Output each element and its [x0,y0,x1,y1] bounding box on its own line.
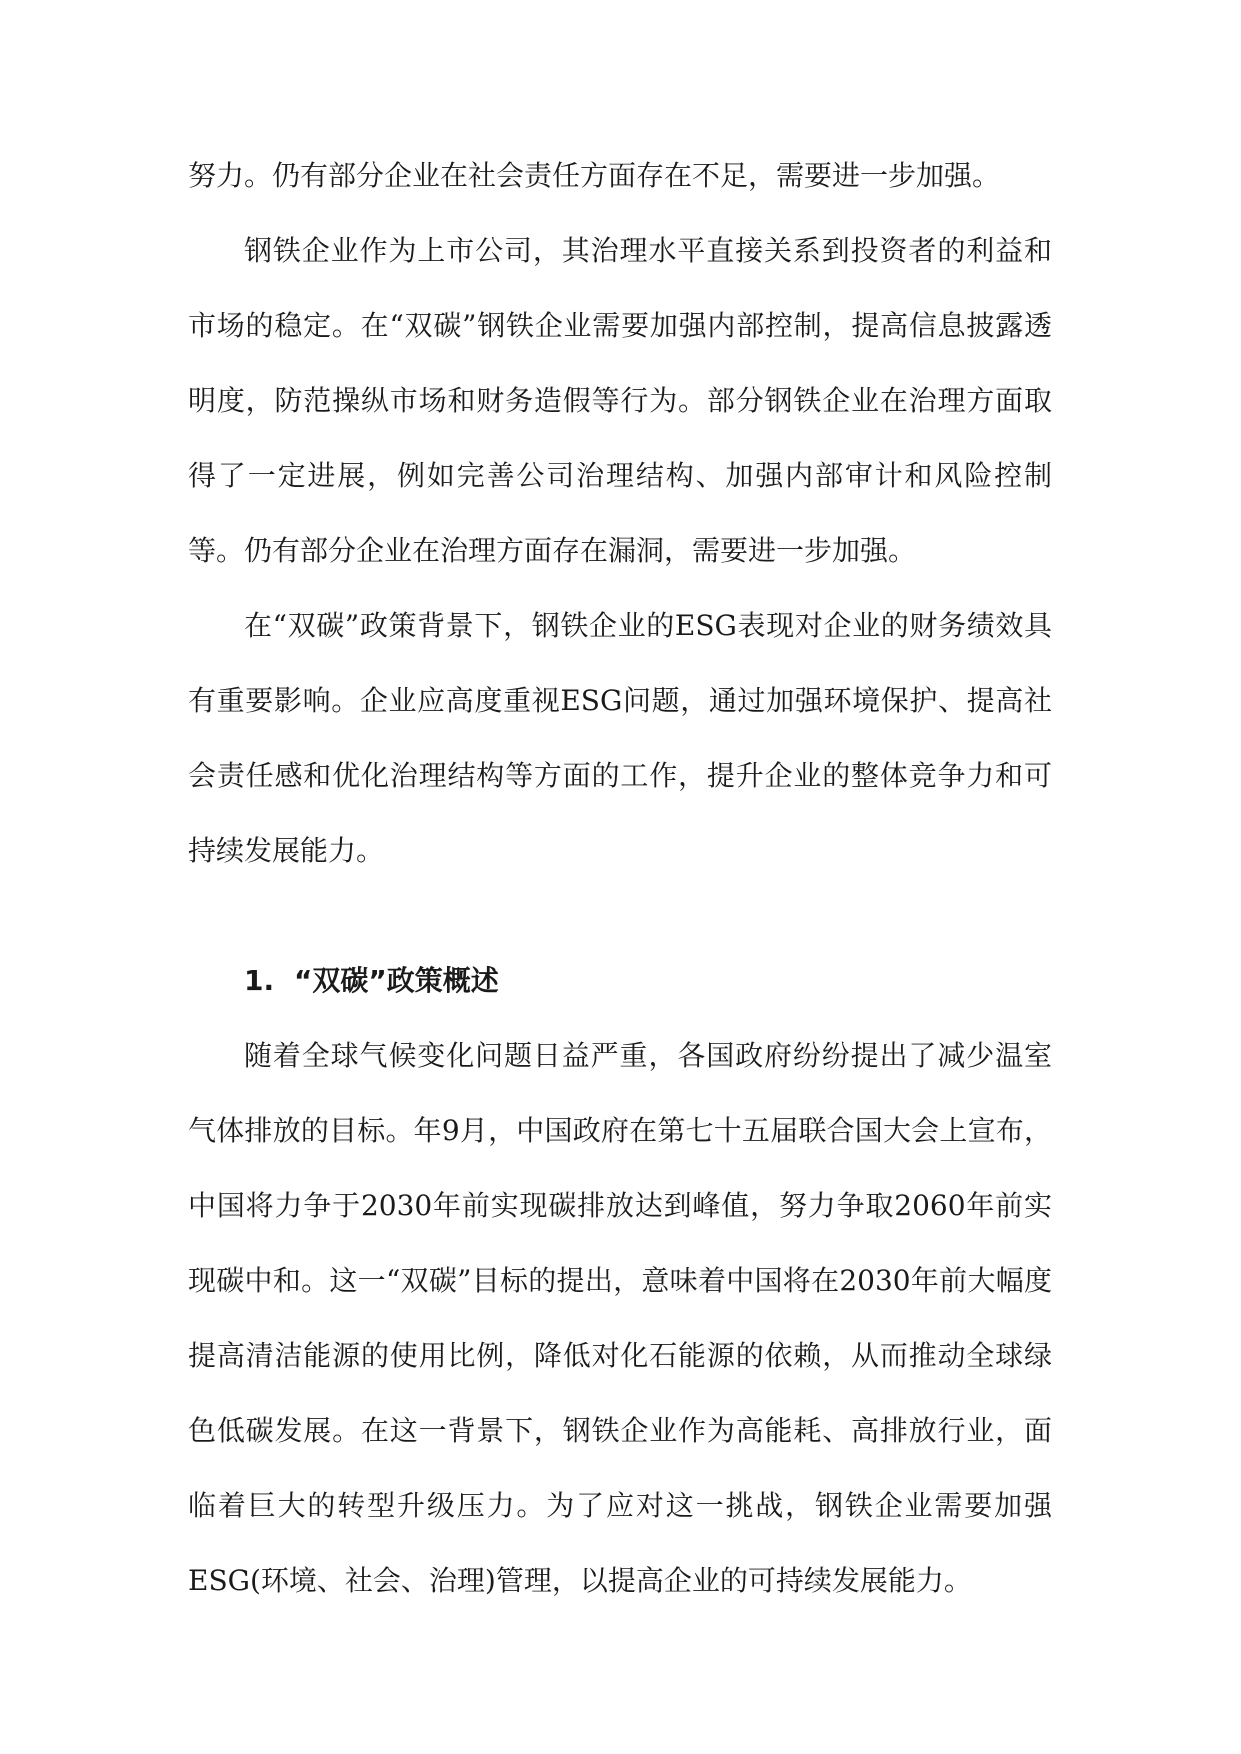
section-number: 1. [244,964,275,997]
paragraph-4: 随着全球气候变化问题日益严重，各国政府纷纷提出了减少温室气体排放的目标。年9月，中国政府在第七十五届联合国大会上宣布，中国将力争于2030年前实现碳排放达到峰值，努力争取2060年前实现碳中和。这一“双碳”目标的提出，意味着中国将在2030年前大幅度提高清洁能源的使用比例，降低对化石能源的依赖，从而推动全球绿色低碳发展。在这一背景下，钢铁企业作为高能耗、高排放行业，面临着巨大的转型升级压力。为了应对这一挑战，钢铁企业需要加强ESG(环境、社会、治理)管理，以提高企业的可持续发展能力。 [188,1039,1052,1597]
document-body [188,138,1052,1618]
section-heading [188,943,1052,1018]
section-title: “双碳”政策概述 [294,964,499,997]
paragraph-2: 钢铁企业作为上市公司，其治理水平直接关系到投资者的利益和市场的稳定。在“双碳”钢铁企业需要加强内部控制，提高信息披露透明度，防范操纵市场和财务造假等行为。部分钢铁企业在治理方面取得了一定进展，例如完善公司治理结构、加强内部审计和风险控制等。仍有部分企业在治理方面存在漏洞，需要进一步加强。 [188,234,1052,567]
paragraph-1: 努力。仍有部分企业在社会责任方面存在不足，需要进一步加强。 [188,159,1001,192]
paragraph-3: 在“双碳”政策背景下，钢铁企业的ESG表现对企业的财务绩效具有重要影响。企业应高度重视ESG问题，通过加强环境保护、提高社会责任感和优化治理结构等方面的工作，提升企业的整体竞争力和可持续发展能力。 [188,609,1052,867]
